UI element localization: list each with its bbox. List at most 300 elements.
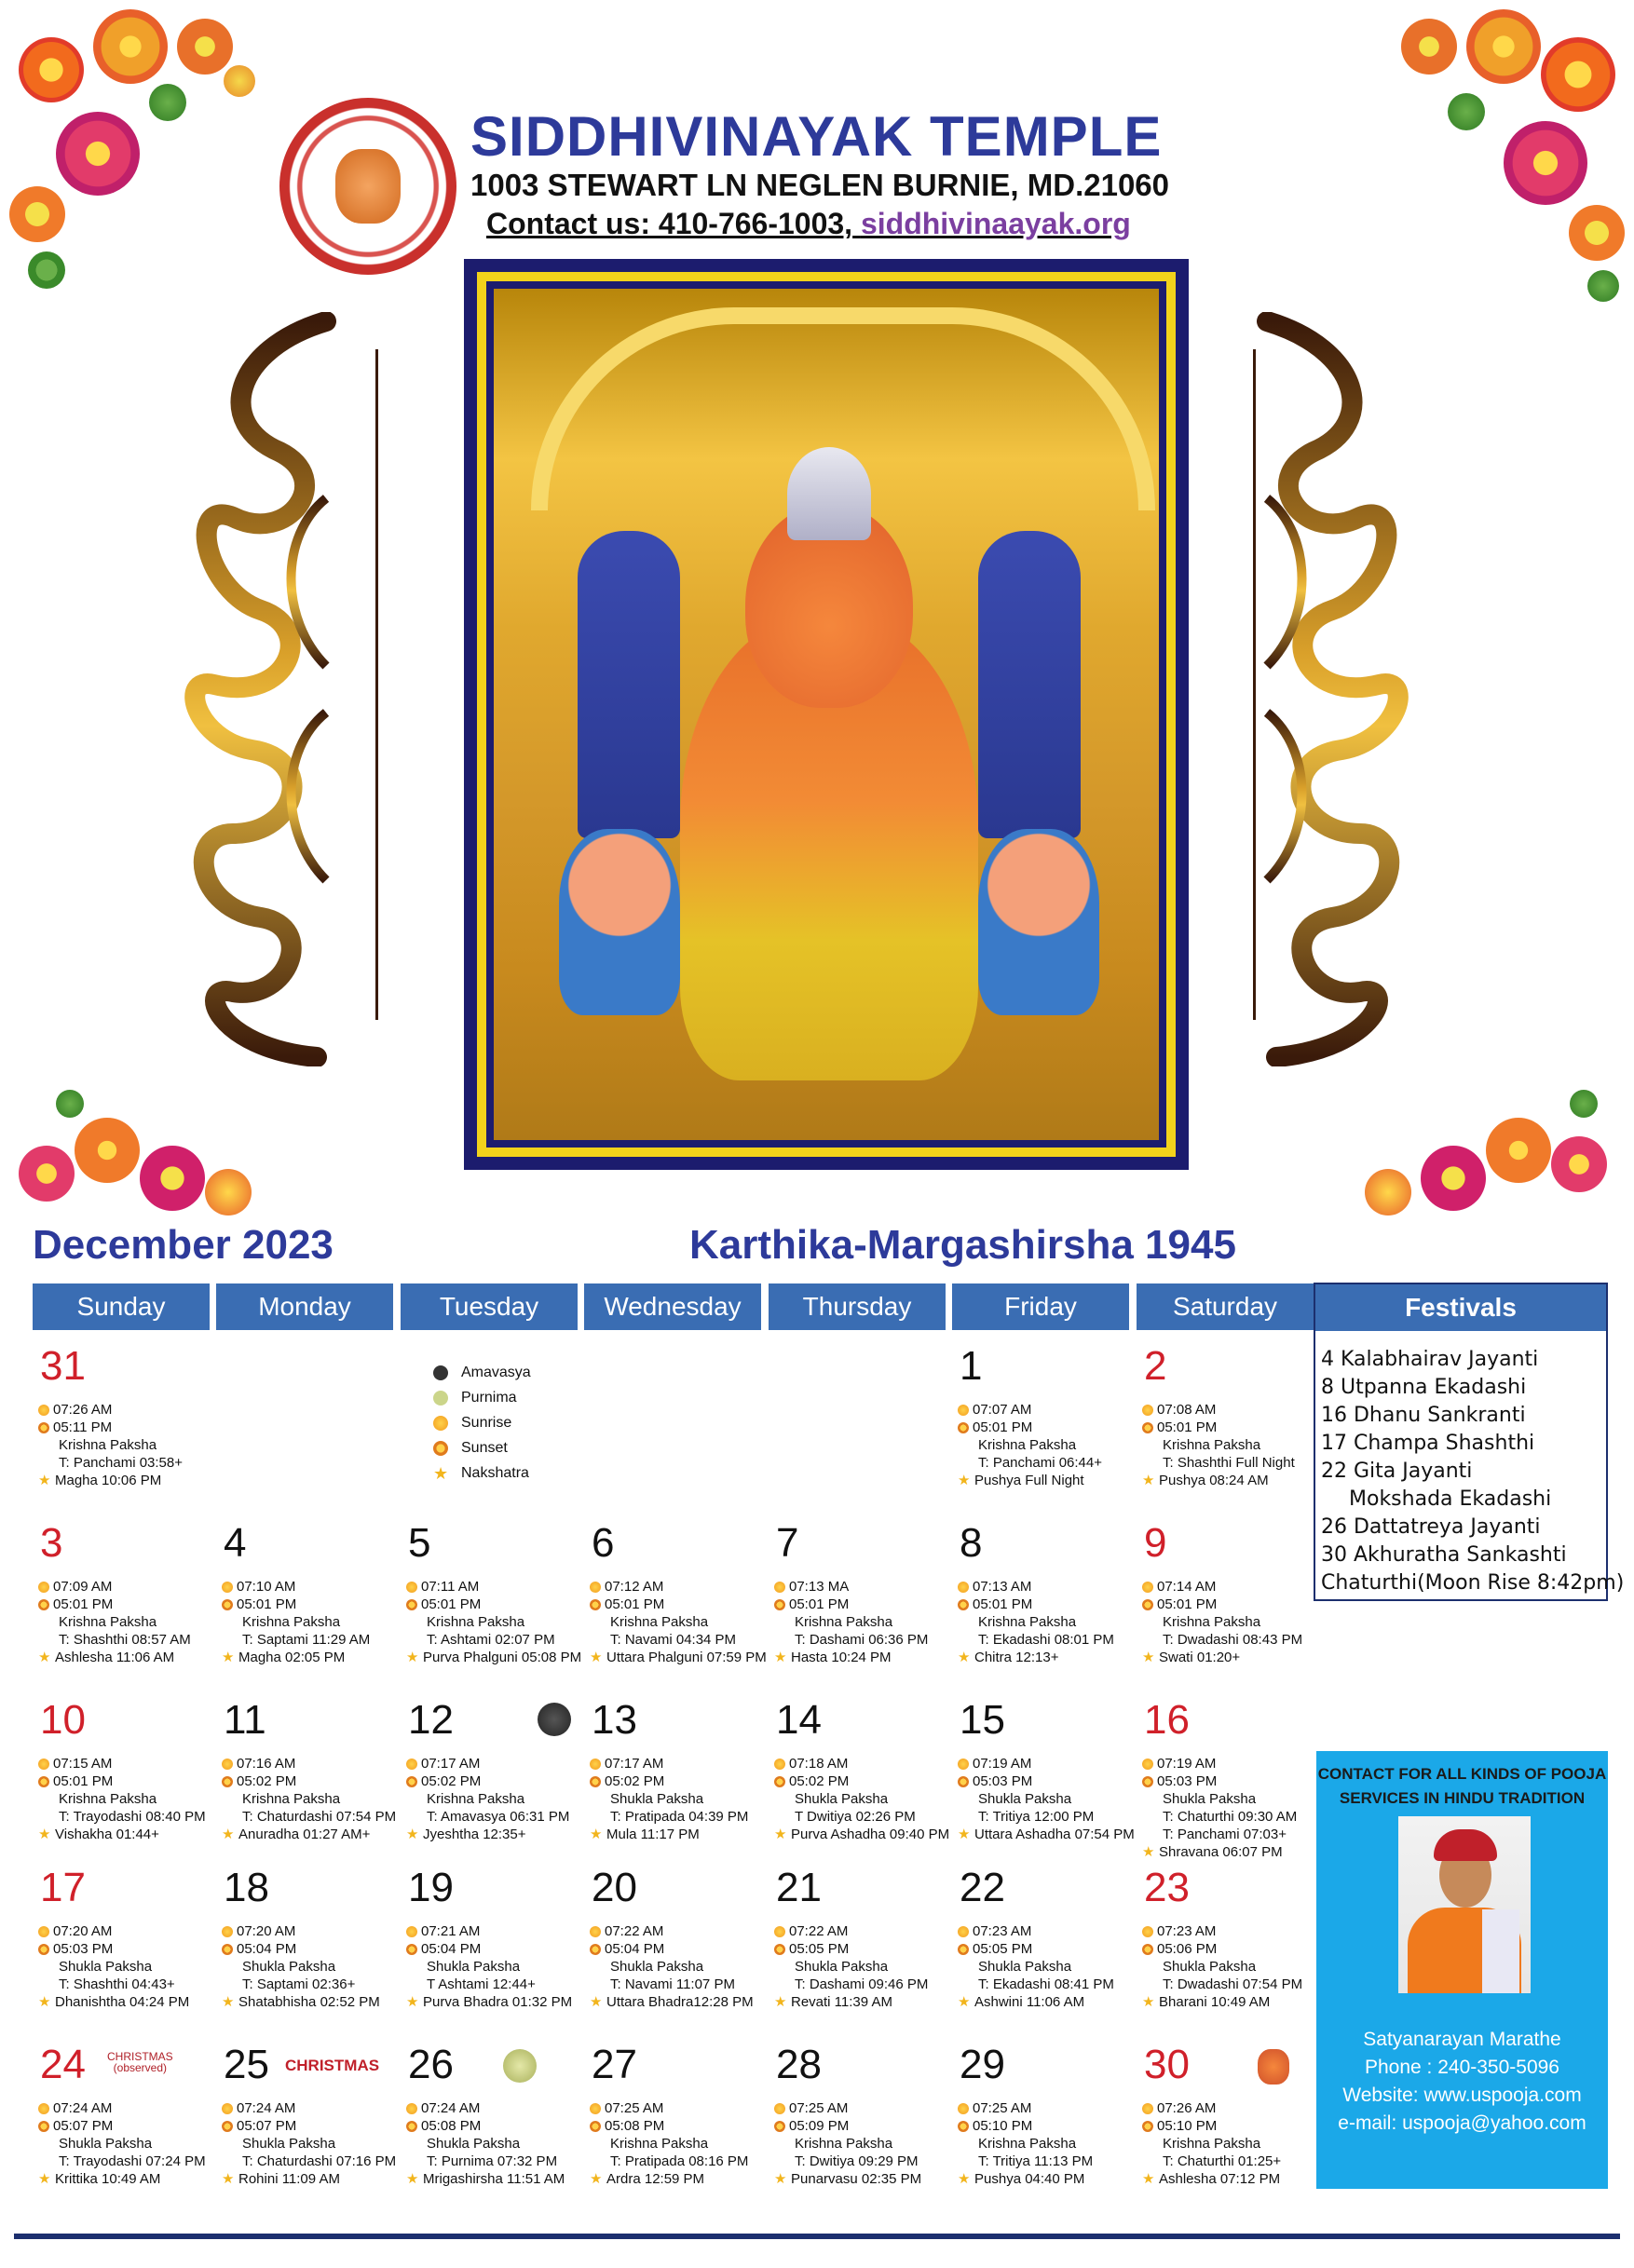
sunrise-icon [774, 1582, 785, 1593]
detail-line [958, 1613, 1114, 1631]
star-icon: ★ [38, 1994, 51, 2011]
detail-text: Krishna Paksha [978, 1437, 1077, 1453]
day-details [38, 1755, 206, 1843]
sunrise-icon [406, 2103, 417, 2114]
detail-text: Krishna Paksha [59, 1791, 157, 1807]
detail-text: Krishna Paksha [610, 2136, 709, 2152]
scroll-divider-left [375, 349, 378, 1020]
detail-line [1142, 1613, 1302, 1631]
detail-text: Bharani 10:49 AM [1159, 1994, 1271, 2010]
detail-text: 05:06 PM [1157, 1941, 1218, 1957]
detail-text: Mula 11:17 PM [606, 1827, 700, 1842]
star-icon: ★ [38, 1473, 51, 1489]
detail-text: 05:05 PM [789, 1941, 850, 1957]
festival-item: Chaturthi(Moon Rise 8:42pm) [1321, 1571, 1625, 1595]
detail-text: 05:01 PM [1157, 1596, 1218, 1612]
festival-item: 8 Utpanna Ekadashi [1321, 1376, 1527, 1399]
detail-line [590, 1922, 754, 1940]
star-icon: ★ [222, 1650, 235, 1666]
detail-line [590, 1790, 748, 1808]
detail-text: Krishna Paksha [1163, 1614, 1261, 1630]
detail-line [1142, 1826, 1297, 1843]
detail-text: 07:25 AM [973, 2100, 1032, 2116]
calendar-day [1137, 1343, 1314, 1511]
detail-line [222, 1808, 396, 1826]
calendar-day [216, 1697, 397, 1865]
detail-line [38, 2170, 206, 2188]
detail-line [958, 1401, 1102, 1419]
detail-text: Ardra 12:59 PM [606, 2171, 705, 2187]
day-details [958, 1401, 1102, 1489]
sunset-icon [958, 1944, 969, 1955]
flower-vase-left [559, 829, 680, 1015]
detail-text: Pushya 08:24 AM [1159, 1473, 1269, 1488]
sunset-icon [958, 2121, 969, 2132]
detail-text: 05:01 PM [789, 1596, 850, 1612]
star-icon: ★ [1142, 1844, 1155, 1861]
detail-text: T: Saptami 11:29 AM [242, 1632, 371, 1648]
day-number: 5 [408, 1520, 431, 1566]
detail-line [222, 2099, 396, 2117]
calendar-day [1137, 1865, 1314, 2032]
detail-line [958, 1596, 1114, 1613]
detail-text: Krishna Paksha [427, 1614, 525, 1630]
day-number: 23 [1144, 1865, 1190, 1910]
detail-text: 07:23 AM [1157, 1923, 1217, 1939]
sunrise-icon [433, 1416, 448, 1431]
day-number: 19 [408, 1865, 454, 1910]
detail-line [406, 1578, 581, 1596]
floral-corner-top-right [1355, 0, 1634, 307]
day-number: 12 [408, 1697, 454, 1743]
weekday-sunday: Sunday [33, 1283, 210, 1330]
sunset-icon [222, 1599, 233, 1610]
full-moon-icon [503, 2049, 537, 2083]
day-number: 21 [776, 1865, 822, 1910]
calendar-day [769, 2042, 946, 2209]
detail-line [1142, 1958, 1302, 1976]
detail-line [590, 1958, 754, 1976]
detail-line [38, 1472, 183, 1489]
ganesha-icon [1258, 2049, 1289, 2085]
priest-website[interactable]: Website: www.uspooja.com [1342, 2085, 1582, 2106]
detail-line [222, 1940, 380, 1958]
detail-text: 07:07 AM [973, 1402, 1032, 1418]
detail-text: T: Ashtami 02:07 PM [427, 1632, 555, 1648]
day-number: 20 [592, 1865, 637, 1910]
day-details [774, 1755, 949, 1843]
legend-item-amavasya: Amavasya [433, 1360, 531, 1385]
detail-line [774, 2170, 921, 2188]
star-icon: ★ [958, 2171, 971, 2188]
detail-text: Krittika 10:49 AM [55, 2171, 161, 2187]
detail-text: 07:13 AM [973, 1579, 1032, 1595]
calendar-day [1137, 2042, 1314, 2209]
detail-line [958, 1826, 1135, 1843]
day-number: 17 [40, 1865, 86, 1910]
detail-text: T: Panchami 07:03+ [1163, 1827, 1287, 1842]
sunrise-icon [222, 1926, 233, 1937]
star-icon: ★ [590, 2171, 603, 2188]
day-number: 24 [40, 2042, 86, 2087]
detail-line [958, 2135, 1093, 2153]
detail-text: Shukla Paksha [978, 1791, 1072, 1807]
ornament-scroll-left [177, 312, 340, 1066]
detail-text: 07:24 AM [237, 2100, 296, 2116]
detail-text: Mrigashirsha 11:51 AM [423, 2171, 565, 2187]
detail-text: Krishna Paksha [795, 2136, 893, 2152]
detail-text: 05:01 PM [53, 1773, 114, 1789]
festival-item: Mokshada Ekadashi [1349, 1487, 1552, 1511]
sunset-icon [1142, 1422, 1153, 1433]
detail-text: Shatabhisha 02:52 PM [238, 1994, 380, 2010]
day-details [406, 2099, 565, 2188]
day-number: 30 [1144, 2042, 1190, 2087]
legend-item-sunset: Sunset [433, 1435, 531, 1460]
detail-line [406, 1958, 572, 1976]
sunrise-icon [774, 2103, 785, 2114]
star-icon: ★ [406, 1650, 419, 1666]
detail-line [406, 2170, 565, 2188]
detail-line [1142, 1472, 1295, 1489]
detail-text: 07:23 AM [973, 1923, 1032, 1939]
detail-text: Shukla Paksha [1163, 1959, 1257, 1975]
detail-line [774, 2153, 921, 2170]
detail-text: T: Purnima 07:32 PM [427, 2153, 558, 2169]
detail-line [590, 2117, 748, 2135]
star-icon: ★ [406, 2171, 419, 2188]
detail-text: 07:13 MA [789, 1579, 850, 1595]
weekday-thursday: Thursday [769, 1283, 946, 1330]
sunrise-icon [406, 1759, 417, 1770]
detail-text: 07:19 AM [1157, 1756, 1217, 1772]
detail-text: 07:19 AM [973, 1756, 1032, 1772]
day-details [590, 1922, 754, 2011]
sunset-icon [774, 2121, 785, 2132]
detail-line [406, 1826, 569, 1843]
weekday-friday: Friday [952, 1283, 1129, 1330]
sunset-icon [958, 1599, 969, 1610]
detail-text: Krishna Paksha [427, 1791, 525, 1807]
detail-text: 05:08 PM [421, 2118, 482, 2134]
bottom-divider [14, 2234, 1620, 2239]
star-icon: ★ [222, 1994, 235, 2011]
day-details [590, 1755, 748, 1843]
day-number: 22 [960, 1865, 1005, 1910]
calendar-day [1137, 1697, 1314, 1865]
day-details [38, 1578, 191, 1666]
day-details [590, 2099, 748, 2188]
detail-text: Shukla Paksha [242, 1959, 336, 1975]
sunset-icon [958, 1776, 969, 1787]
star-icon: ★ [774, 2171, 787, 2188]
detail-text: 07:15 AM [53, 1756, 113, 1772]
detail-line [38, 1454, 183, 1472]
detail-line [222, 1755, 396, 1772]
detail-text: Chitra 12:13+ [974, 1650, 1059, 1665]
day-number: 25 [224, 2042, 269, 2087]
detail-line [958, 1454, 1102, 1472]
sunset-icon [590, 2121, 601, 2132]
detail-line [1142, 1993, 1302, 2011]
detail-text: Shukla Paksha [795, 1959, 889, 1975]
detail-line [38, 1772, 206, 1790]
legend-item-sunrise: Sunrise [433, 1410, 531, 1435]
detail-text: Magha 10:06 PM [55, 1473, 162, 1488]
detail-text: 07:22 AM [605, 1923, 664, 1939]
sunset-icon [958, 1422, 969, 1433]
detail-line [958, 1631, 1114, 1649]
day-number: 16 [1144, 1697, 1190, 1743]
day-number: 26 [408, 2042, 454, 2087]
day-number: 18 [224, 1865, 269, 1910]
detail-line [38, 1596, 191, 1613]
detail-text: Shukla Paksha [242, 2136, 336, 2152]
detail-line [958, 1958, 1114, 1976]
festival-item: 4 Kalabhairav Jayanti [1321, 1348, 1539, 1371]
detail-line [38, 1578, 191, 1596]
detail-text: 05:11 PM [53, 1419, 113, 1435]
detail-line [1142, 1940, 1302, 1958]
detail-line [958, 2153, 1093, 2170]
detail-line [590, 1755, 748, 1772]
calendar-day [952, 1520, 1129, 1688]
legend-item-purnima: Purnima [433, 1385, 531, 1410]
detail-text: Krishna Paksha [978, 1614, 1077, 1630]
detail-line [222, 1631, 370, 1649]
sunset-icon [222, 1944, 233, 1955]
sunrise-icon [590, 1582, 601, 1593]
detail-line [406, 2099, 565, 2117]
detail-line [222, 1578, 370, 1596]
throne-right [978, 531, 1081, 838]
calendar-day [769, 1520, 946, 1688]
detail-text: T Dwitiya 02:26 PM [795, 1809, 916, 1825]
detail-line [38, 1755, 206, 1772]
contact-label: Contact us: 410-766-1003, [486, 207, 853, 240]
festivals-list [1321, 1346, 1624, 1597]
detail-line [406, 1922, 572, 1940]
sunrise-icon [774, 1926, 785, 1937]
sunset-icon [38, 2121, 49, 2132]
pooja-services-ad [1316, 1751, 1608, 2189]
sunset-icon [406, 1944, 417, 1955]
detail-text: Pushya Full Night [974, 1473, 1084, 1488]
star-icon: ★ [958, 1827, 971, 1843]
day-details [1142, 1922, 1302, 2011]
detail-line [1142, 1454, 1295, 1472]
day-number: 2 [1144, 1343, 1167, 1389]
detail-line [958, 1472, 1102, 1489]
detail-line [590, 2135, 748, 2153]
detail-text: 07:17 AM [605, 1756, 664, 1772]
star-icon: ★ [590, 1650, 603, 1666]
detail-text: T: Saptami 02:36+ [242, 1976, 356, 1992]
detail-line [774, 1649, 928, 1666]
detail-text: 05:10 PM [1157, 2118, 1218, 2134]
detail-text: Hasta 10:24 PM [791, 1650, 892, 1665]
detail-line [406, 1631, 581, 1649]
detail-text: T: Dwadashi 08:43 PM [1163, 1632, 1303, 1648]
detail-text: Krishna Paksha [59, 1614, 157, 1630]
detail-line [590, 1808, 748, 1826]
detail-line [38, 1826, 206, 1843]
star-icon: ★ [1142, 1473, 1155, 1489]
sunset-icon [774, 1944, 785, 1955]
detail-text: 05:01 PM [1157, 1419, 1218, 1435]
temple-address: 1003 STEWART LN NEGLEN BURNIE, MD.21060 [470, 168, 1170, 202]
ganesha-logo-icon [335, 149, 401, 224]
detail-line [958, 1976, 1114, 1993]
star-icon: ★ [774, 1650, 787, 1666]
detail-text: Krishna Paksha [242, 1791, 341, 1807]
detail-line [958, 1940, 1114, 1958]
calendar-day [584, 1697, 761, 1865]
detail-text: 05:10 PM [973, 2118, 1033, 2134]
star-icon: ★ [774, 1994, 787, 2011]
note-line: (observed) [113, 2061, 168, 2074]
detail-line [774, 1826, 949, 1843]
detail-text: 05:02 PM [421, 1773, 482, 1789]
detail-text: T: Pratipada 08:16 PM [610, 2153, 749, 2169]
sunset-icon [774, 1776, 785, 1787]
detail-line [1142, 1436, 1295, 1454]
full-moon-icon [433, 1391, 448, 1406]
calendar-day [1137, 1520, 1314, 1688]
detail-text: Shukla Paksha [610, 1791, 704, 1807]
detail-text: T: Trayodashi 07:24 PM [59, 2153, 206, 2169]
sunrise-icon [774, 1759, 785, 1770]
sunrise-icon [958, 2103, 969, 2114]
detail-text: T: Panchami 03:58+ [59, 1455, 184, 1471]
detail-text: 05:02 PM [605, 1773, 665, 1789]
detail-text: 05:03 PM [53, 1941, 114, 1957]
detail-text: 05:02 PM [237, 1773, 297, 1789]
detail-line [590, 1826, 748, 1843]
detail-text: 07:18 AM [789, 1756, 849, 1772]
detail-line [1142, 1808, 1297, 1826]
detail-text: 05:03 PM [1157, 1773, 1218, 1789]
detail-line [958, 1922, 1114, 1940]
detail-line [1142, 2170, 1281, 2188]
detail-text: 05:04 PM [605, 1941, 665, 1957]
priest-phone: Phone : 240-350-5096 [1364, 2057, 1559, 2078]
festival-item: 16 Dhanu Sankranti [1321, 1404, 1526, 1427]
detail-text: 07:22 AM [789, 1923, 849, 1939]
ad-heading: CONTACT FOR ALL KINDS OF POOJA SERVICES IN HINDU TRADITION [1317, 1765, 1607, 1807]
detail-text: Vishakha 01:44+ [55, 1827, 159, 1842]
detail-text: 07:12 AM [605, 1579, 664, 1595]
weekday-tuesday: Tuesday [401, 1283, 578, 1330]
day-number: 1 [960, 1343, 983, 1389]
calendar-day [216, 1865, 393, 2032]
detail-text: T: Shashthi 08:57 AM [59, 1632, 191, 1648]
detail-text: Uttara Bhadra12:28 PM [606, 1994, 754, 2010]
detail-text: T: Ekadashi 08:41 PM [978, 1976, 1114, 1992]
floral-mid-left [19, 1080, 270, 1220]
calendar-day [33, 1343, 210, 1511]
detail-line [958, 2099, 1093, 2117]
detail-text: Shukla Paksha [978, 1959, 1072, 1975]
star-icon: ★ [1142, 1994, 1155, 2011]
detail-text: 07:20 AM [53, 1923, 113, 1939]
detail-text: 07:20 AM [237, 1923, 296, 1939]
star-icon: ★ [38, 1650, 51, 1666]
sunrise-icon [222, 1759, 233, 1770]
calendar-day [769, 1697, 950, 1865]
sunrise-icon [958, 1926, 969, 1937]
day-details [38, 1922, 189, 2011]
detail-line [38, 1419, 183, 1436]
detail-line [590, 2153, 748, 2170]
detail-line [222, 2135, 396, 2153]
website-link[interactable]: siddhivinaayak.org [860, 207, 1131, 240]
detail-line [774, 1808, 949, 1826]
detail-line [774, 1613, 928, 1631]
detail-text: 07:21 AM [421, 1923, 481, 1939]
detail-text: T: Navami 04:34 PM [610, 1632, 737, 1648]
floral-mid-right [1365, 1080, 1616, 1220]
day-number: 15 [960, 1697, 1005, 1743]
detail-text: 05:01 PM [53, 1596, 114, 1612]
detail-text: T: Chaturthi 09:30 AM [1163, 1809, 1298, 1825]
contact-line [486, 207, 1131, 241]
sunset-icon [590, 1944, 601, 1955]
detail-line [1142, 1755, 1297, 1772]
detail-text: Purva Bhadra 01:32 PM [423, 1994, 573, 2010]
star-icon: ★ [38, 2171, 51, 2188]
detail-text: Krishna Paksha [1163, 2136, 1261, 2152]
calendar-day [401, 2042, 578, 2209]
day-details [222, 1755, 396, 1843]
day-number: 14 [776, 1697, 822, 1743]
detail-text: Swati 01:20+ [1159, 1650, 1241, 1665]
detail-text: Magha 02:05 PM [238, 1650, 346, 1665]
detail-text: T: Tritiya 12:00 PM [978, 1809, 1095, 1825]
detail-line [1142, 1843, 1297, 1861]
sunrise-icon [958, 1582, 969, 1593]
detail-line [774, 1755, 949, 1772]
sunrise-icon [222, 2103, 233, 2114]
day-details [774, 1922, 928, 2011]
temple-logo [279, 98, 456, 275]
day-number: 31 [40, 1343, 86, 1389]
detail-line [774, 1976, 928, 1993]
detail-line [774, 1922, 928, 1940]
detail-line [406, 1613, 581, 1631]
star-icon: ★ [222, 1827, 235, 1843]
sunrise-icon [1142, 1405, 1153, 1416]
detail-line [38, 1436, 183, 1454]
detail-text: Anuradha 01:27 AM+ [238, 1827, 371, 1842]
day-details [1142, 2099, 1281, 2188]
detail-line [958, 1649, 1114, 1666]
day-details [1142, 1578, 1302, 1666]
detail-text: T: Amavasya 06:31 PM [427, 1809, 570, 1825]
detail-line [38, 1401, 183, 1419]
detail-line [222, 1993, 380, 2011]
detail-text: Purva Phalguni 05:08 PM [423, 1650, 582, 1665]
day-number: 13 [592, 1697, 637, 1743]
detail-line [958, 1578, 1114, 1596]
sunset-icon [406, 1776, 417, 1787]
star-icon: ★ [1142, 1650, 1155, 1666]
sunrise-icon [1142, 1926, 1153, 1937]
detail-line [1142, 2117, 1281, 2135]
priest-email[interactable]: e-mail: uspooja@yahoo.com [1338, 2112, 1586, 2134]
detail-line [1142, 1419, 1295, 1436]
detail-line [958, 1993, 1114, 2011]
